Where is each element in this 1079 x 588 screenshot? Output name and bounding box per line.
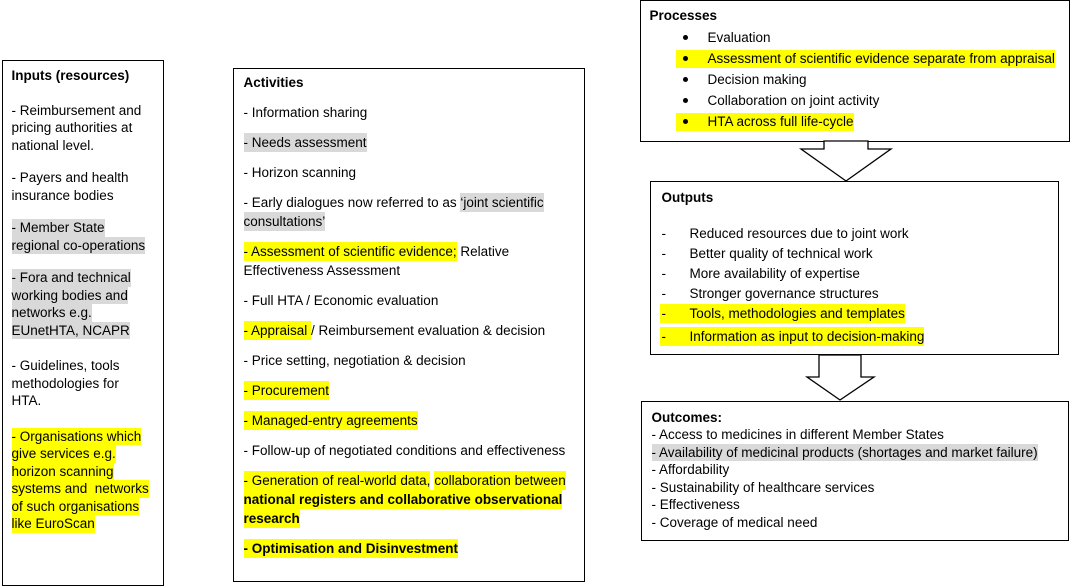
inputs-item-service-organisations	[12, 428, 164, 533]
text-line: working bodies and	[11, 287, 128, 303]
output-item-label: Stronger governance structures	[689, 286, 879, 301]
activity-item-needs-assessment	[244, 133, 585, 152]
text-line: pricing authorities at	[11, 120, 133, 135]
process-item-content	[676, 71, 807, 89]
output-item-label: Information as input to decision-making	[689, 329, 925, 344]
dash-marker: -	[661, 226, 666, 241]
text-line: - Organisations which	[11, 428, 142, 444]
dash-marker: -	[661, 266, 666, 281]
processes-box	[640, 0, 1070, 142]
text-line: networks e.g.	[11, 305, 92, 320]
text-line	[244, 242, 585, 261]
text-line: insurance bodies	[11, 187, 114, 203]
processes-to-outputs-arrow	[801, 141, 891, 181]
text-segment: - Generation of real-world data,	[243, 473, 431, 488]
processes-list	[650, 27, 1070, 132]
text-line	[244, 490, 585, 509]
outputs-to-outcomes-arrow	[807, 355, 874, 400]
text-line: methodologies for	[11, 375, 119, 391]
text-segment: - Early dialogues now referred to as	[243, 195, 461, 210]
text-line	[244, 133, 585, 152]
text-segment: ‘joint scientific	[460, 195, 544, 210]
bullet-icon	[683, 35, 688, 40]
text-line	[244, 212, 585, 231]
outcome-item-coverage: - Coverage of medical need	[651, 514, 818, 530]
process-item-assessment-separate	[676, 48, 1070, 69]
inputs-item-reimbursement-authorities	[12, 102, 164, 155]
text-line	[244, 291, 585, 310]
inputs-title: Inputs (resources)	[11, 67, 130, 83]
activity-item-information-sharing	[244, 103, 585, 122]
text-segment: national registers and collaborative observational	[243, 492, 563, 507]
bullet-icon	[683, 77, 688, 82]
text-line	[244, 509, 585, 528]
text-line: - Reimbursement and	[11, 102, 142, 118]
output-item-label: Better quality of technical work	[689, 246, 873, 261]
inputs-item-member-state-cooperations	[12, 219, 164, 254]
text-segment: Relative	[456, 244, 510, 259]
activity-item-managed-entry	[244, 411, 585, 430]
output-item-content	[660, 304, 905, 323]
text-segment: Effectiveness Assessment	[243, 263, 401, 278]
text-line: - Payers and health	[11, 170, 129, 185]
text-line: - Member State	[11, 220, 105, 235]
text-segment: / Reimbursement evaluation & decision	[311, 323, 546, 338]
bullet-icon	[683, 98, 688, 103]
process-item-content	[676, 50, 1055, 68]
output-item-expertise	[660, 264, 1059, 284]
text-line: of such organisations	[11, 498, 140, 514]
dash-marker: -	[661, 246, 666, 261]
text-line: give services e.g.	[11, 446, 116, 461]
text-line	[244, 103, 585, 122]
activity-item-full-hta	[244, 291, 585, 310]
activities-box	[233, 68, 585, 582]
process-item-hta-life-cycle	[676, 111, 1070, 132]
bullet-icon	[683, 56, 688, 61]
outcome-item-affordability: - Affordability	[651, 462, 730, 478]
outcome-item-effectiveness: - Effectiveness	[651, 497, 740, 513]
text-line	[244, 381, 585, 400]
process-item-label: Decision making	[707, 72, 807, 87]
output-item-label: Reduced resources due to joint work	[689, 226, 909, 241]
inputs-item-guidelines	[12, 357, 164, 410]
text-segment: - Procurement	[243, 383, 330, 398]
activity-item-assessment-scientific-evidence	[244, 242, 585, 280]
activity-item-procurement	[244, 381, 585, 400]
process-item-label: Collaboration on joint activity	[707, 93, 880, 108]
output-item-reduced-resources	[660, 224, 1059, 244]
processes-title: Processes	[649, 8, 718, 23]
output-item-content	[660, 264, 860, 283]
outcome-item-sustainability: - Sustainability of healthcare services	[651, 479, 875, 495]
output-item-content	[660, 284, 879, 303]
process-item-content	[676, 113, 854, 131]
text-line	[244, 321, 585, 340]
output-item-content	[660, 224, 909, 243]
process-item-content	[676, 29, 771, 47]
text-line	[244, 441, 585, 460]
text-segment: - Horizon scanning	[243, 165, 357, 180]
text-line: - Fora and technical	[11, 270, 131, 285]
output-item-information-input	[660, 327, 1059, 347]
process-item-content	[676, 92, 880, 110]
outcomes-title: Outcomes:	[651, 409, 723, 425]
output-item-content	[660, 327, 925, 346]
process-item-label: Assessment of scientific evidence separate from appraisal	[707, 51, 1055, 66]
text-segment: - Full HTA / Economic evaluation	[243, 293, 439, 308]
activity-item-optimisation	[244, 539, 585, 558]
activity-item-horizon-scanning	[244, 163, 585, 182]
text-line	[244, 539, 585, 558]
process-item-label: HTA across full life-cycle	[707, 114, 854, 129]
activity-item-follow-up	[244, 441, 585, 460]
text-line: national level.	[11, 137, 95, 153]
outputs-box	[650, 181, 1059, 355]
text-segment: consultations’	[243, 214, 326, 229]
inputs-item-payers	[12, 169, 164, 204]
activity-item-price-setting	[244, 351, 585, 370]
text-line	[244, 261, 585, 280]
text-segment: - Price setting, negotiation & decision	[243, 353, 466, 368]
text-segment: research	[243, 511, 300, 526]
output-item-tools	[660, 304, 1059, 324]
text-segment: - Information sharing	[243, 105, 368, 120]
outcomes-box	[641, 401, 1069, 541]
text-line: regional co-operations	[11, 237, 146, 253]
process-item-evaluation	[676, 27, 1070, 48]
activity-item-early-dialogues	[244, 193, 585, 231]
outputs-list	[660, 224, 1059, 347]
dash-marker: -	[661, 329, 666, 344]
outcome-item-availability: - Availability of medicinal products (shortages and market failure)	[651, 444, 1038, 460]
output-item-content	[660, 244, 873, 263]
process-item-label: Evaluation	[707, 30, 771, 45]
text-line	[244, 411, 585, 430]
activity-item-real-world-data	[244, 471, 585, 528]
bullet-icon	[683, 119, 688, 124]
text-segment: - Assessment of scientific evidence;	[243, 244, 457, 259]
text-line: horizon scanning	[11, 463, 114, 479]
text-line	[244, 351, 585, 370]
inputs-box	[2, 60, 164, 586]
text-line: HTA.	[11, 393, 42, 408]
process-item-decision-making	[676, 69, 1070, 90]
outputs-title: Outputs	[661, 189, 714, 205]
output-item-label: Tools, methodologies and templates	[689, 306, 905, 321]
output-item-governance	[660, 284, 1059, 304]
dash-marker: -	[661, 306, 666, 321]
text-line	[244, 163, 585, 182]
activities-title: Activities	[243, 75, 304, 90]
text-line	[244, 471, 585, 490]
process-item-collaboration	[676, 90, 1070, 111]
text-line	[244, 193, 585, 212]
output-item-better-quality	[660, 244, 1059, 264]
text-segment: collaboration between	[434, 473, 566, 488]
output-item-label: More availability of expertise	[689, 266, 860, 281]
activity-item-appraisal	[244, 321, 585, 340]
inputs-item-fora-networks	[12, 269, 164, 339]
dash-marker: -	[661, 286, 666, 301]
text-segment: - Optimisation and Disinvestment	[243, 541, 459, 556]
text-line: - Guidelines, tools	[11, 358, 120, 373]
text-line: like EuroScan	[11, 516, 95, 531]
text-segment: - Follow-up of negotiated conditions and effectiveness	[243, 443, 566, 458]
outcome-item-access: - Access to medicines in different Member States	[651, 427, 944, 443]
text-segment: - Managed-entry agreements	[243, 413, 418, 428]
down-arrow-icon	[805, 354, 876, 402]
text-line: systems and networks	[11, 481, 149, 496]
text-line: EUnetHTA, NCAPR	[11, 322, 130, 338]
text-segment: - Needs assessment	[243, 135, 367, 150]
down-arrow-icon	[800, 140, 894, 182]
text-segment: - Appraisal	[243, 323, 312, 338]
